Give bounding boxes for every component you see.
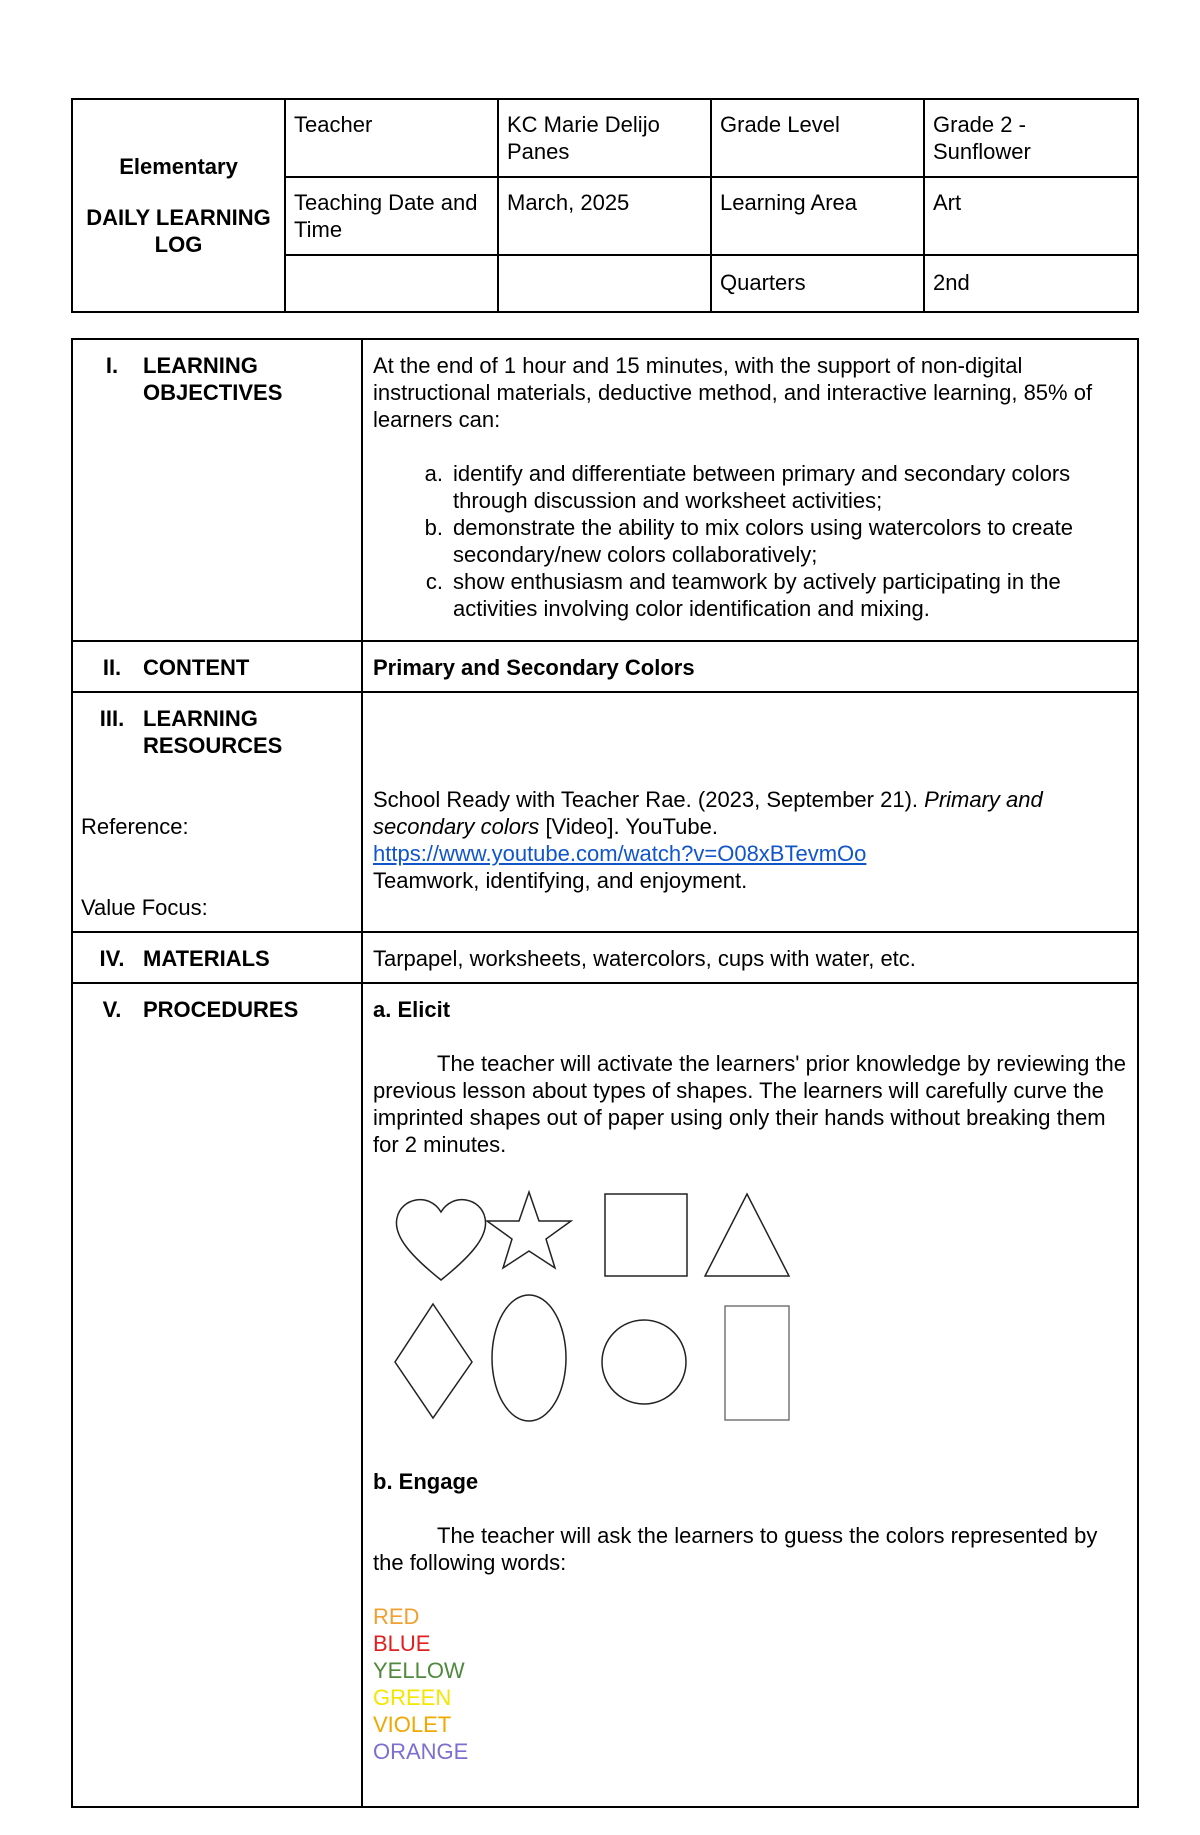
elicit-text: The teacher will activate the learners' prior knowledge by reviewing the previous lesson about types of shapes. The learners will carefully curve the imprinted shapes out of paper using only their hands without breaking them for 2 minutes. (373, 1051, 1126, 1157)
section-title: CONTENT (143, 655, 250, 680)
engage-text: The teacher will ask the learners to guess the colors represented by the following words: (373, 1523, 1098, 1575)
section-number: III. (99, 706, 125, 731)
teacher-label: Teacher (285, 99, 498, 177)
section-title: PROCEDURES (143, 997, 299, 1022)
section-number: V. (102, 997, 122, 1022)
reference-label: Reference: (81, 814, 189, 839)
section-number: II. (102, 655, 122, 680)
header-table (71, 98, 1139, 313)
date-label: Teaching Date and Time (285, 177, 498, 255)
value-focus-label: Value Focus: (81, 895, 208, 920)
oval-icon (492, 1295, 566, 1421)
shapes-illustration (393, 1188, 873, 1438)
objective-marker: c. (425, 569, 443, 594)
triangle-icon (705, 1194, 789, 1276)
section-heading (81, 996, 353, 1023)
color-word: GREEN (373, 1685, 452, 1710)
color-word: VIOLET (373, 1712, 452, 1737)
quarter-label: Quarters (711, 255, 924, 312)
color-word: ORANGE (373, 1739, 469, 1764)
objective-marker: a. (424, 461, 443, 486)
reference-rest: [Video]. YouTube. (545, 814, 718, 839)
color-word: BLUE (373, 1631, 431, 1656)
objective-item (373, 514, 1127, 568)
square-icon (605, 1194, 687, 1276)
procedures-row (72, 983, 1138, 1807)
school-cell (72, 99, 285, 312)
section-heading (81, 654, 353, 681)
empty-cell (285, 255, 498, 312)
diamond-icon (395, 1304, 472, 1418)
reference-citation (373, 786, 1127, 840)
objective-marker: b. (424, 515, 443, 540)
color-word: YELLOW (373, 1658, 465, 1683)
section-title: MATERIALS (143, 946, 270, 971)
objective-item (373, 568, 1127, 622)
section-title: LEARNING OBJECTIVES (143, 353, 283, 405)
engage-heading: b. Engage (373, 1469, 479, 1494)
objectives-row (72, 339, 1138, 641)
color-word-list (373, 1603, 1127, 1765)
objectives-intro: At the end of 1 hour and 15 minutes, with the support of non-digital instructional materials, deductive method, and interactive learning, 85% of learners can: (373, 353, 1093, 432)
rectangle-icon (725, 1306, 789, 1420)
materials-row (72, 932, 1138, 983)
resources-row (72, 692, 1138, 932)
date-value: March, 2025 (498, 177, 711, 255)
teacher-name: KC Marie Delijo Panes (498, 99, 711, 177)
section-title: LEARNING RESOURCES (143, 706, 283, 758)
quarter-value: 2nd (924, 255, 1138, 312)
section-number: I. (105, 353, 119, 378)
objective-text: show enthusiasm and teamwork by actively participating in the activities involving color identification and mixing. (453, 569, 1061, 621)
value-focus-text: Teamwork, identifying, and enjoyment. (373, 868, 748, 893)
objectives-list (373, 460, 1127, 622)
circle-icon (602, 1320, 686, 1404)
empty-cell (498, 255, 711, 312)
star-icon (487, 1192, 571, 1268)
objective-text: identify and differentiate between primary and secondary colors through discussion and worksheet activities; (453, 461, 1071, 513)
reference-author: School Ready with Teacher Rae. (2023, September 21). (373, 787, 919, 812)
section-heading (81, 352, 353, 406)
color-word: RED (373, 1604, 420, 1629)
reference-link[interactable]: https://www.youtube.com/watch?v=O08xBTevmOo (373, 841, 867, 866)
school-name: Elementary (119, 154, 238, 179)
grade-label: Grade Level (711, 99, 924, 177)
heart-icon (396, 1200, 485, 1280)
lesson-table (71, 338, 1139, 1808)
elicit-heading: a. Elicit (373, 997, 451, 1022)
reference-title: Primary and secondary colors (373, 787, 1043, 839)
content-value: Primary and Secondary Colors (362, 641, 1138, 692)
log-title: DAILY LEARNING LOG (86, 205, 271, 257)
section-heading (81, 705, 353, 759)
materials-value: Tarpapel, worksheets, watercolors, cups with water, etc. (362, 932, 1138, 983)
content-row (72, 641, 1138, 692)
grade-value: Grade 2 - Sunflower (924, 99, 1138, 177)
section-number: IV. (99, 946, 125, 971)
section-heading (81, 945, 353, 972)
area-label: Learning Area (711, 177, 924, 255)
area-value: Art (924, 177, 1138, 255)
objective-text: demonstrate the ability to mix colors using watercolors to create secondary/new colors collaboratively; (453, 515, 1073, 567)
objective-item (373, 460, 1127, 514)
